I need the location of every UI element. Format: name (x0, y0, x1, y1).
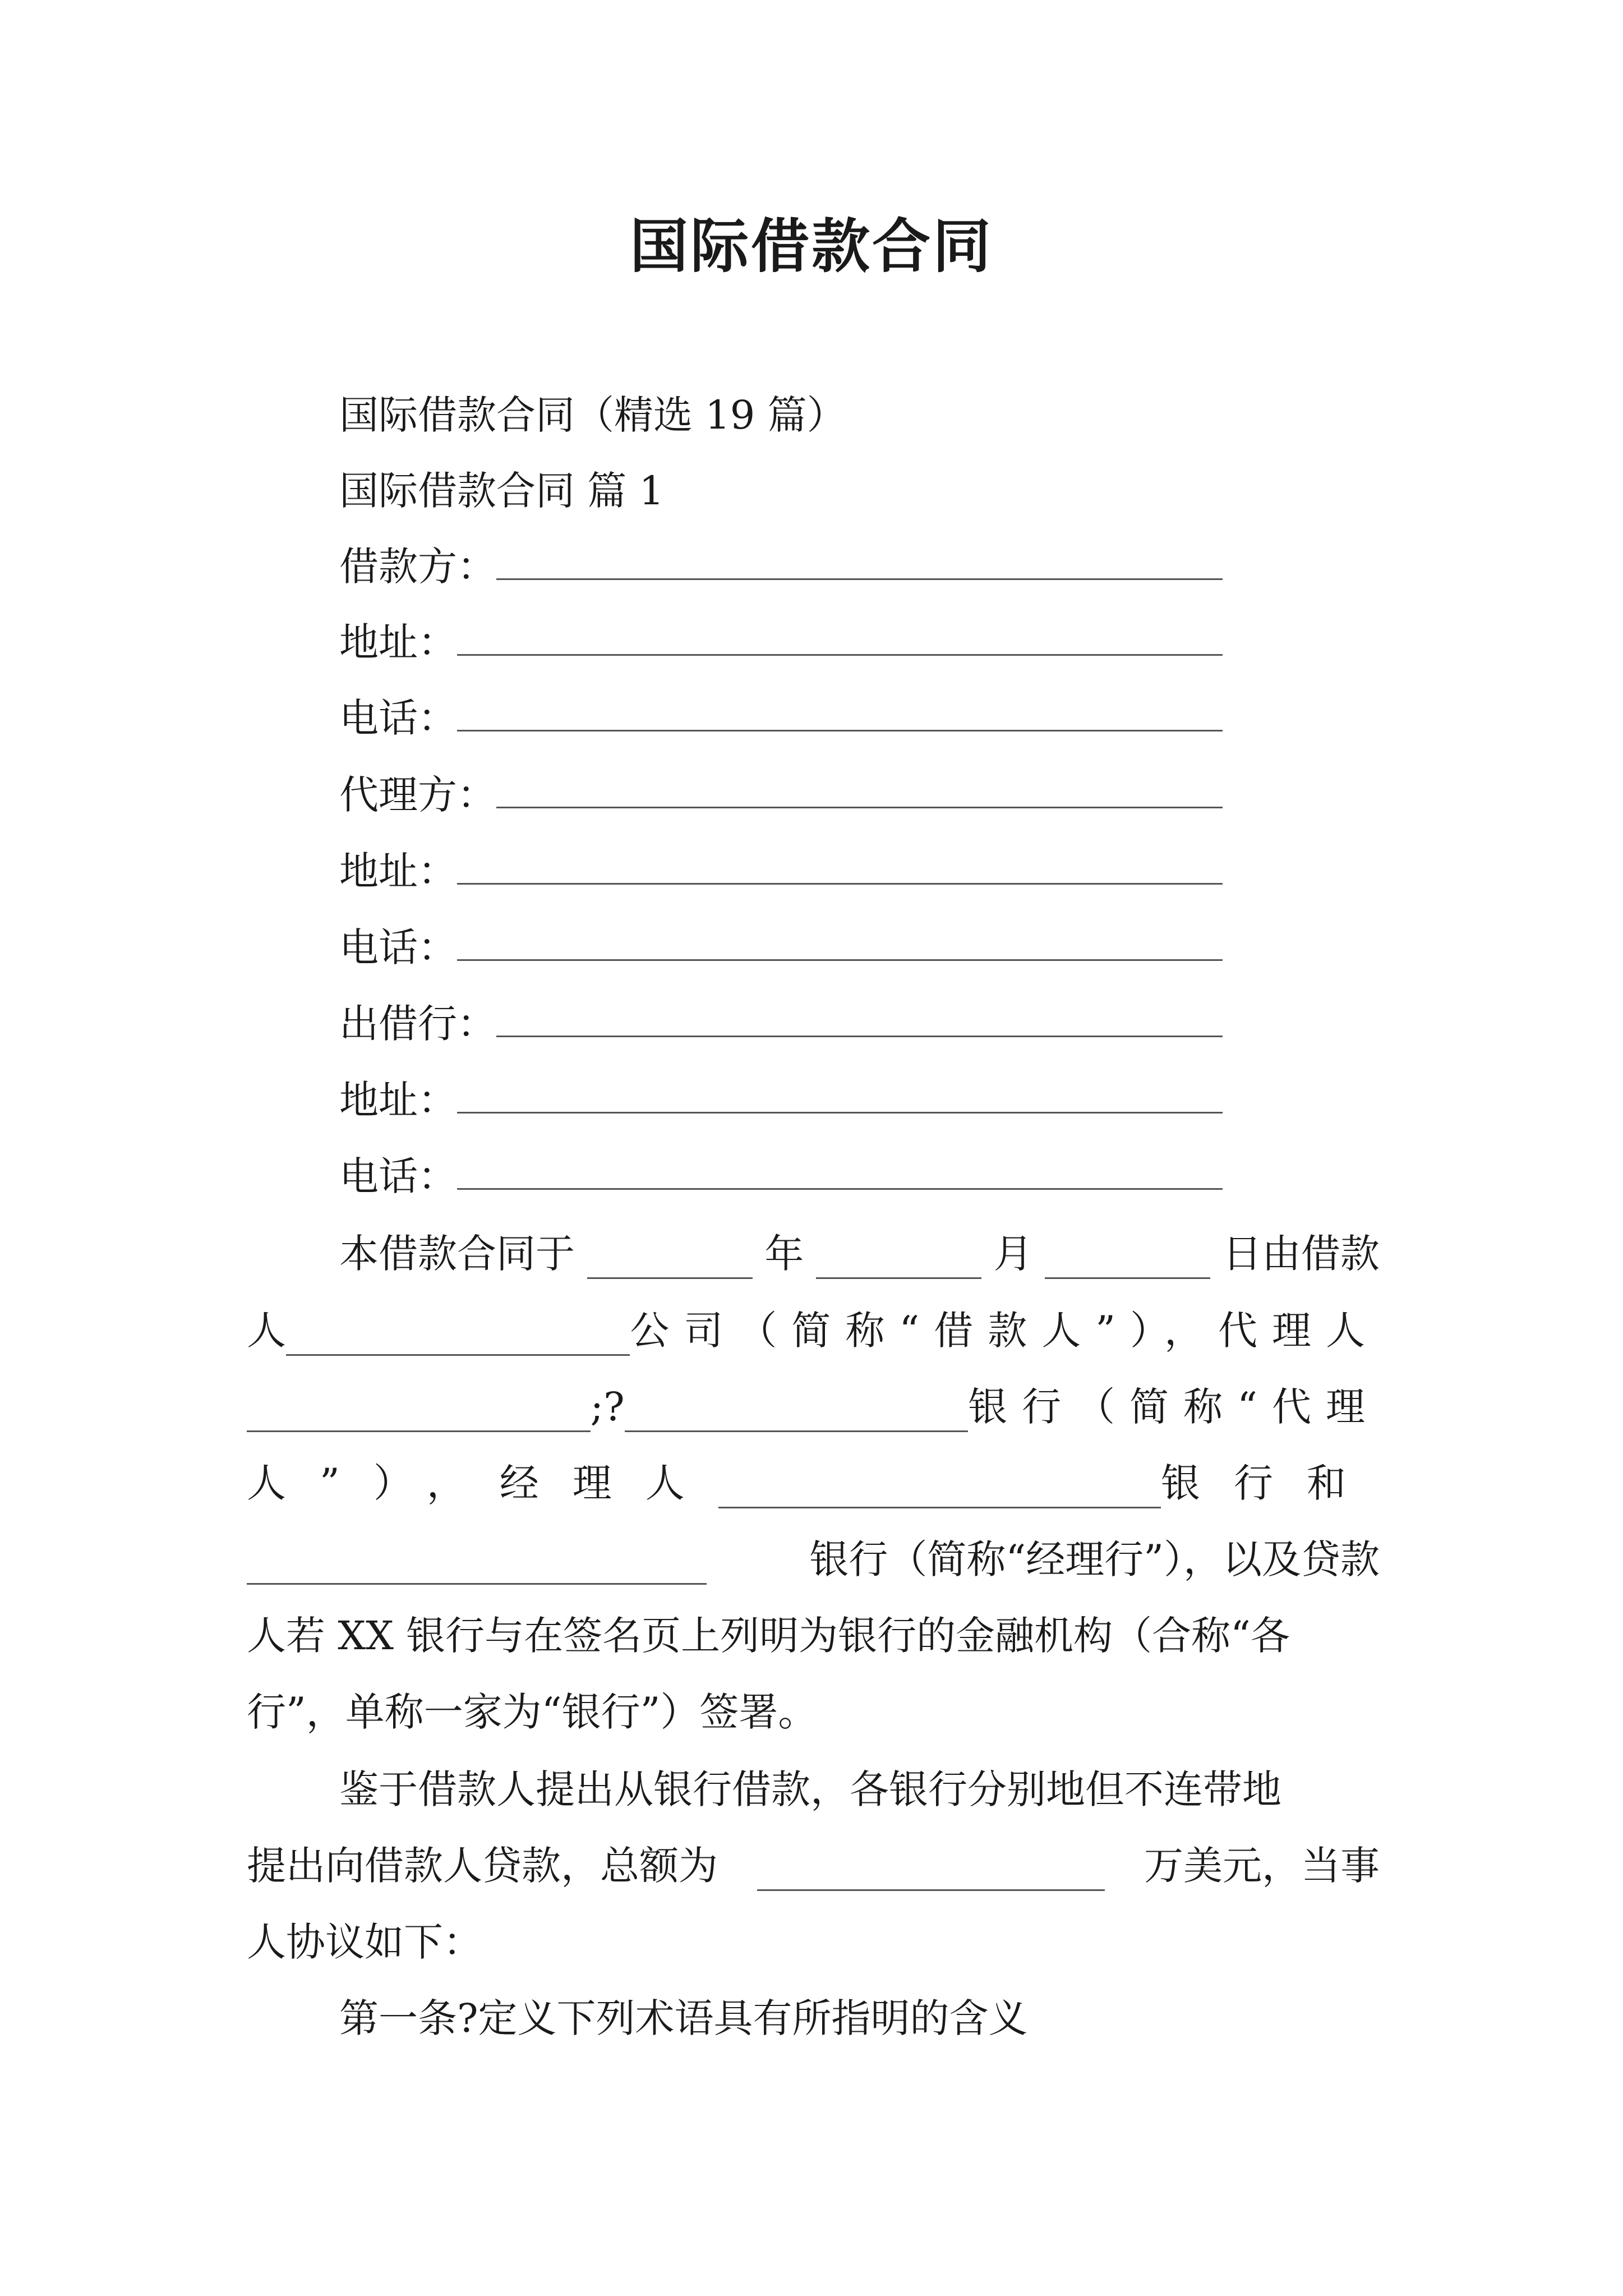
date-month-blank[interactable] (816, 1243, 981, 1279)
field-label: 代理方： (339, 772, 496, 818)
date-year-blank[interactable] (587, 1243, 753, 1279)
para1-line2: 人 公司（简称“借款人”），代理人 (247, 1305, 1380, 1356)
field-label: 电话： (339, 695, 457, 741)
borrower-name-blank[interactable] (286, 1319, 630, 1356)
agent-phone-field[interactable] (339, 922, 1223, 973)
field-label: 出借行： (339, 1001, 496, 1047)
field-label: 电话： (339, 924, 457, 970)
borrower-address-field[interactable] (339, 617, 1223, 668)
para2-line1: 鉴于借款人提出从银行借款，各银行分别地但不连带地 (339, 1766, 1281, 1812)
lender-address-field[interactable] (339, 1075, 1223, 1125)
manager-name-blank[interactable] (718, 1472, 1161, 1508)
lender-bank-field[interactable] (339, 999, 1223, 1049)
para1-line7: 行”，单称一家为“银行”）签署。 (247, 1689, 818, 1735)
borrower-field[interactable] (339, 541, 1223, 592)
para1-line5: 银行（简称“经理行”），以及贷款 (247, 1534, 1380, 1585)
article-1-heading: 第一条?定义下列术语具有所指明的含义 (339, 1995, 1028, 2041)
blank-line[interactable] (457, 924, 1223, 961)
blank-line[interactable] (457, 1077, 1223, 1114)
section-heading: 国际借款合同 篇 1 (339, 468, 665, 514)
loan-amount-blank[interactable] (757, 1855, 1105, 1891)
para2-line3: 人协议如下： (247, 1919, 482, 1965)
field-label: 地址： (339, 1077, 457, 1123)
field-label: 借款方： (339, 544, 496, 590)
document-subtitle: 国际借款合同（精选 19 篇） (339, 392, 846, 438)
para1-line3: ;? 银行（简称“代理 (247, 1382, 1380, 1432)
blank-line[interactable] (496, 1001, 1223, 1037)
field-label: 地址： (339, 848, 457, 894)
blank-line[interactable] (496, 544, 1223, 580)
date-day-blank[interactable] (1045, 1243, 1210, 1279)
document-title: 国际借款合同 (629, 211, 993, 280)
blank-line[interactable] (457, 695, 1223, 731)
blank-line[interactable] (496, 772, 1223, 808)
agent-name-blank[interactable] (247, 1396, 591, 1432)
para2-line2: 提出向借款人贷款，总额为 万美元，当事 (247, 1841, 1380, 1891)
blank-line[interactable] (457, 619, 1223, 656)
blank-line[interactable] (457, 848, 1223, 885)
borrower-phone-field[interactable] (339, 693, 1223, 743)
field-label: 地址： (339, 619, 457, 665)
agent-field[interactable] (339, 770, 1223, 820)
agent-bank-blank[interactable] (625, 1396, 969, 1432)
para1-line4: 人”），经理人 银行和 (247, 1458, 1380, 1508)
field-label: 电话： (339, 1153, 457, 1199)
lender-phone-field[interactable] (339, 1151, 1223, 1202)
para1-line6: 人若 XX 银行与在签名页上列明为银行的金融机构（合称“各 (247, 1613, 1290, 1659)
para1-line1: 本借款合同于 年 月 日由借款 (339, 1228, 1380, 1279)
agent-address-field[interactable] (339, 846, 1223, 896)
manager-bank-blank[interactable] (247, 1548, 707, 1585)
blank-line[interactable] (457, 1153, 1223, 1190)
